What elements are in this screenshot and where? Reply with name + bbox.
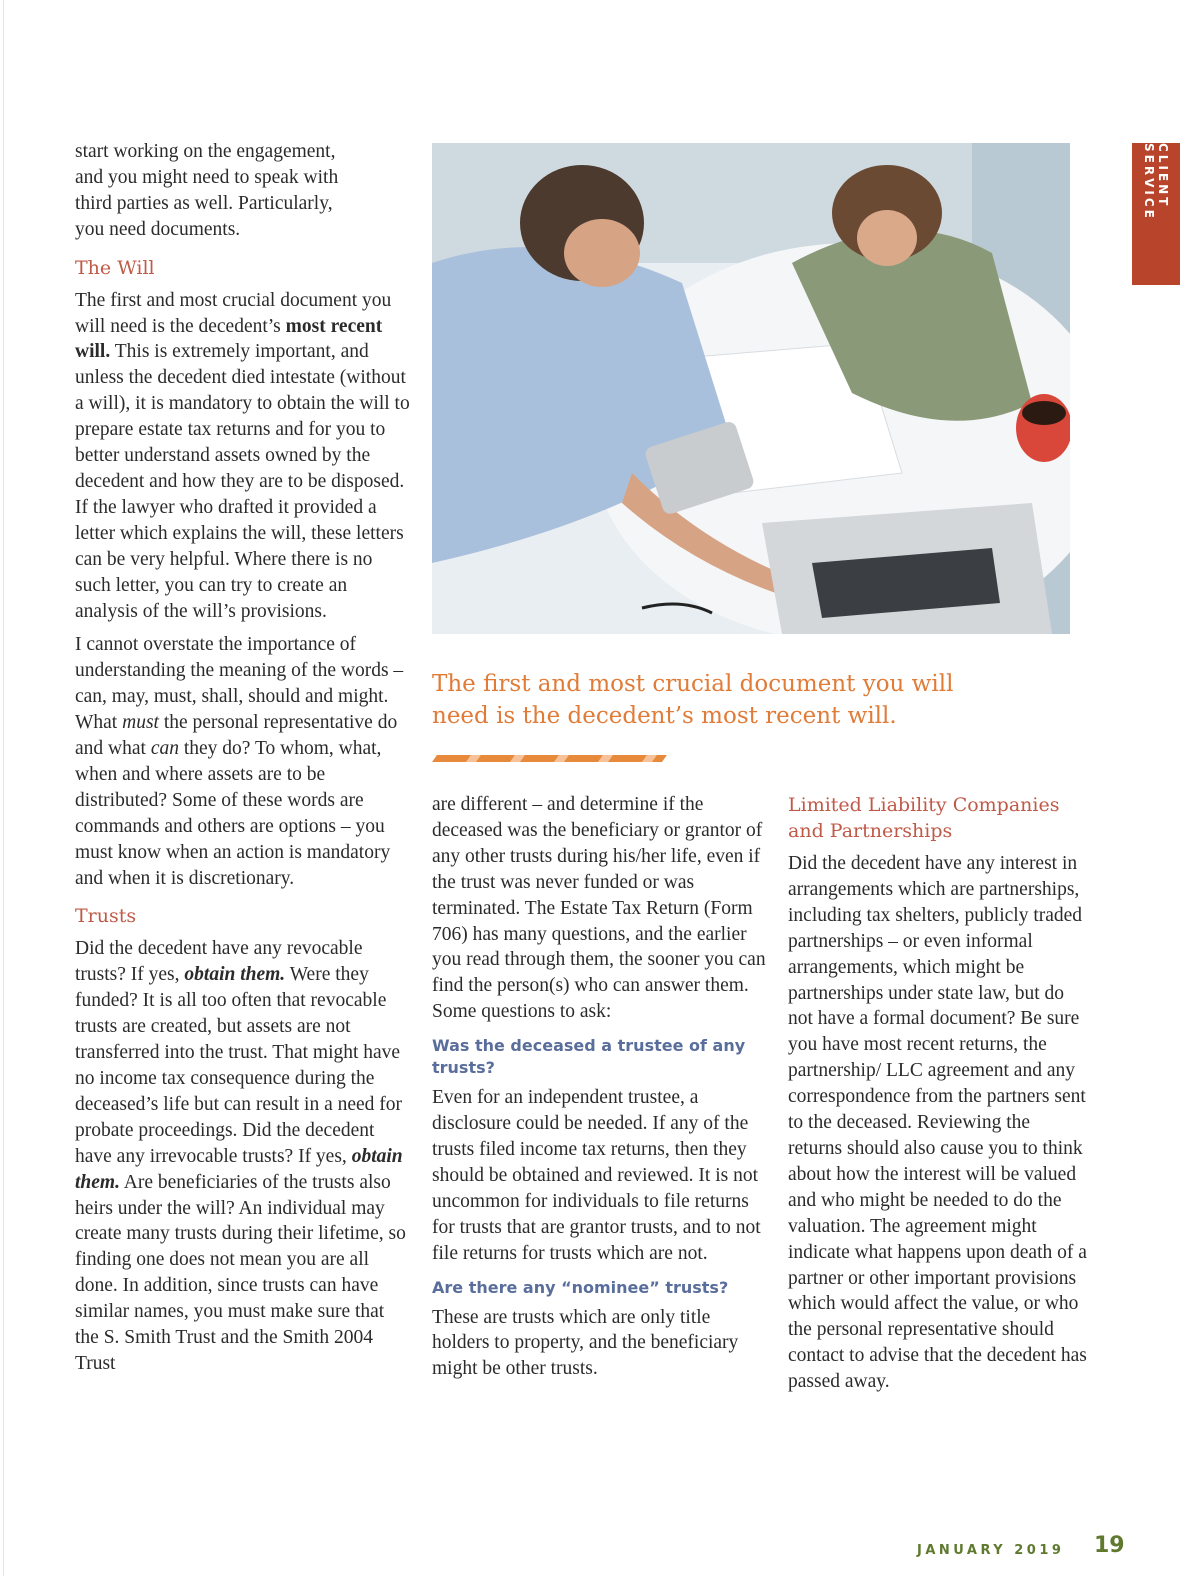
trustee-paragraph: Even for an independent trustee, a disclosure could be needed. If any of the trusts filed income tax returns, then they should be obtained and reviewed. It is not uncommon for individuals to file returns for trusts that are grantor trusts, and to not file returns for trusts which are not. xyxy=(432,1087,761,1264)
pull-quote-line: The first and most crucial document you will xyxy=(432,671,954,697)
section-tab-label: CLIENT SERVICE xyxy=(1142,143,1170,221)
intro-paragraph xyxy=(75,139,411,243)
llc-paragraph: Did the decedent have any interest in arrangements which are partnerships, including tax shelters, publicly traded partnerships – or even informal arrangements, which might be partnerships under state law, but do not have a formal document? Be sure you have most recent returns, the partnership/ LLC agreement and any correspondence from the partners sent to the deceased. Reviewing the returns should also cause you to think about how the interest will be valued and who might be needed to do the valuation. The agreement might indicate what happens upon death of a partner or other important provisions which would affect the value, or who the personal representative should contact to advise that the decedent has passed away. xyxy=(788,853,1087,1393)
continuation-paragraph: are different – and determine if the deceased was the beneficiary or grantor of any other trusts during his/her life, even if the trust was never funded or was terminated. The Estate Tax Return (Form 706) has many questions, and the earlier you read through them, the sooner you can find the person(s) who can answer them. Some questions to ask: xyxy=(432,794,766,1023)
two-people-working-with-laptop-icon xyxy=(432,143,1070,634)
trusts-heading: Trusts xyxy=(75,905,137,928)
intro-line: and you might need to speak with xyxy=(75,166,339,188)
obtain-them-emphasis: obtain them. xyxy=(184,964,286,986)
question-heading: Was the deceased a trustee of any trusts? xyxy=(432,1036,746,1078)
pull-quote xyxy=(432,668,992,732)
will-heading: The Will xyxy=(75,256,155,279)
obtain-them-emphasis: obtain them. xyxy=(75,1145,403,1193)
llc-heading: Limited Liability Companies and Partnerships xyxy=(788,794,1060,842)
middle-column xyxy=(432,792,768,1390)
nominee-paragraph: These are trusts which are only title holders to property, and the beneficiary might be other trusts. xyxy=(432,1306,739,1380)
page-number: 19 xyxy=(1094,1533,1125,1558)
must-emphasis: must xyxy=(122,712,159,734)
intro-line: third parties as well. Particularly, xyxy=(75,192,333,214)
intro-line: start working on the engagement, xyxy=(75,141,336,162)
question-heading: Are there any “nominee” trusts? xyxy=(432,1277,729,1297)
trusts-paragraph: Did the decedent have any revocable trusts? If yes, obtain them. Were they funded? It is all too often that revocable trusts are created, but assets are not transferred into the trust. That might have no income tax consequence during the deceased’s life but can result in a need for probate proceedings. Did the decedent have any irrevocable trusts? If yes, obtain them. Are beneficiaries of the trusts also heirs under the will? An individual may create many trusts during their lifetime, so finding one does not mean you are all done. In addition, since trusts can have similar names, you must make sure that the S. Smith Trust and the Smith 2004 Trust xyxy=(75,938,406,1374)
intro-line: you need documents. xyxy=(75,218,241,240)
will-paragraph: The first and most crucial document you will need is the decedent’s most recent will. This is extremely important, and unless the decedent died intestate (without a will), it is mandatory to obtain the will to prepare estate tax returns and for you to better understand assets owned by the decedent and how they are to be disposed. If the lawyer who drafted it provided a letter which explains the will, these letters can be very helpful. Where there is no such letter, you can try to create an analysis of the will’s provisions. xyxy=(75,289,410,622)
pull-quote-line: need is the decedent’s most recent will. xyxy=(432,703,897,729)
section-tab xyxy=(1132,143,1180,285)
page-edge xyxy=(3,0,4,1576)
article-photo xyxy=(432,143,1070,634)
left-column xyxy=(75,139,411,1385)
can-emphasis: can xyxy=(150,738,179,760)
words-paragraph: I cannot overstate the importance of understanding the meaning of the words – can, may, must, shall, should and might. What must the personal representative do and what can they do? To whom, what, when and where assets are to be distributed? Some of these words are commands and others are options – you must know when an action is mandatory and when it is discretionary. xyxy=(75,634,404,889)
issue-date: JANUARY 2019 xyxy=(917,1543,1065,1558)
decorative-stripe xyxy=(432,755,667,762)
most-recent-will-emphasis: most recent will. xyxy=(75,315,383,363)
right-column xyxy=(788,792,1088,1403)
